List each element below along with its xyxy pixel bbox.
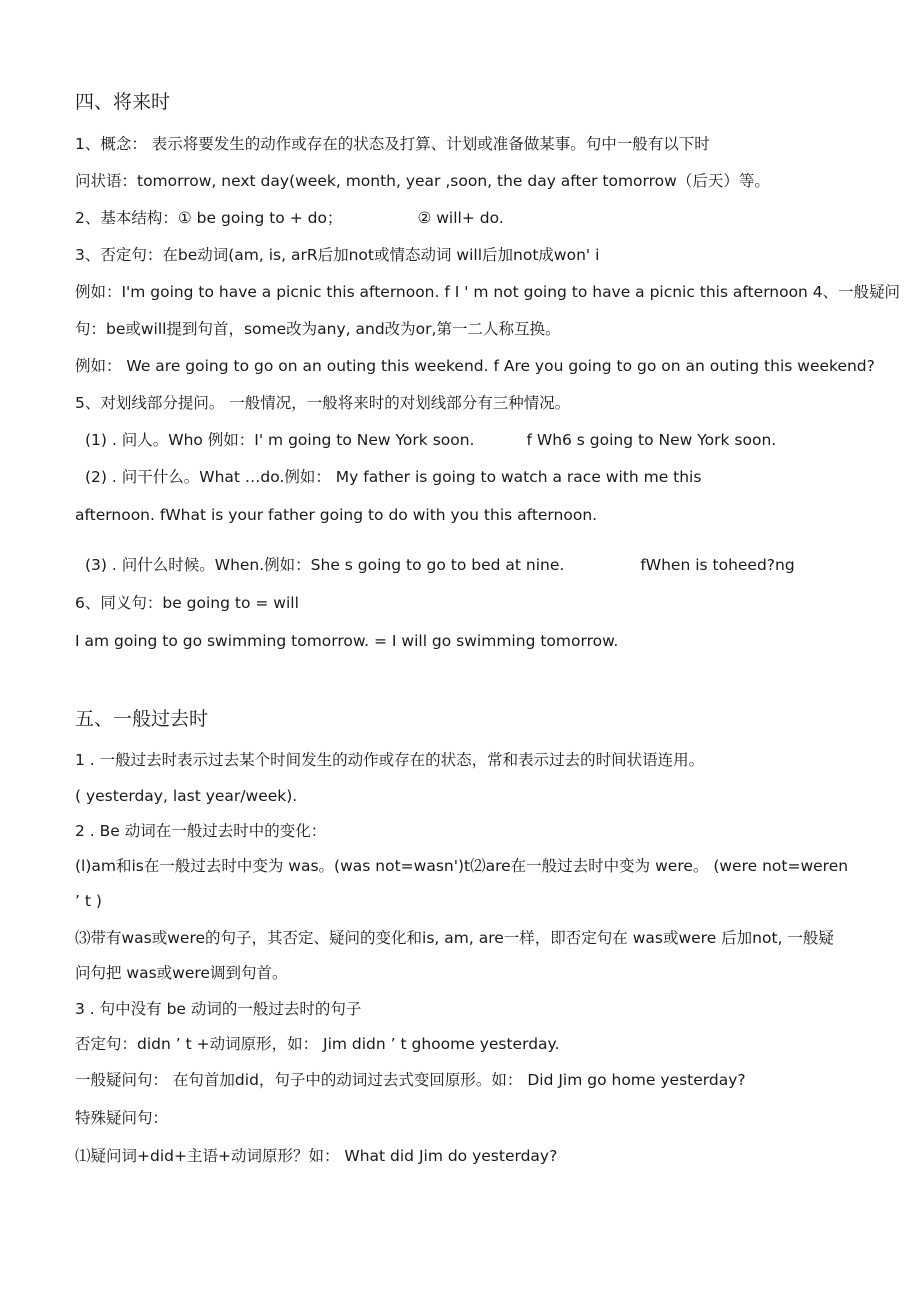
past-negative: 否定句：didn ’ t +动词原形，如： Jim didn ’ t ghoome yesterday.: [75, 1035, 560, 1053]
question-intro: 5、对划线部分提问。 一般情况，一般将来时的对划线部分有三种情况。: [75, 394, 571, 412]
example-line-3: 例如： We are going to go on an outing this weekend. f Are you going to go on an outing this weekend?: [75, 357, 875, 375]
was-were-line-1: ⑶带有was或were的句子，其否定、疑问的变化和is, am, are一样，即否定句在 was或were 后加not, 一般疑: [75, 929, 834, 947]
was-were-line-2: 问句把 was或were调到句首。: [75, 964, 288, 982]
structure-part-2: ② will+ do.: [417, 209, 504, 227]
question-what-cont: afternoon. fWhat is your father going to do with you this afternoon.: [75, 506, 598, 524]
structure-part-1: 2、基本结构：① be going to + do；: [75, 209, 343, 227]
example-line-2: 句：be或will提到句首，some改为any, and改为or,第一二人称互换。: [75, 320, 561, 338]
section-heading-future: 四、将来时: [75, 91, 171, 113]
negative-line: 3、否定句：在be动词(am, is, arR后加not或情态动词 will后加not成won' i: [75, 246, 600, 264]
question-when-b: fWhen is toheed?ng: [640, 556, 795, 574]
be-change-line-2: ’ t ): [75, 892, 102, 910]
synonym-line: 6、同义句：be going to = will: [75, 594, 299, 612]
example-line-1: 例如：I'm going to have a picnic this afternoon. f I ' m not going to have a picnic this afternoon 4、一般疑问: [75, 283, 901, 301]
structure-line: [75, 208, 504, 228]
synonym-example: I am going to go swimming tomorrow. = I will go swimming tomorrow.: [75, 632, 619, 650]
be-change: 2 . Be 动词在一般过去时中的变化：: [75, 822, 327, 840]
question-when-a: (3) . 问什么时候。When.例如：She s going to go to bed at nine.: [85, 556, 565, 574]
concept-line-1: 1、概念： 表示将要发生的动作或存在的状态及打算、计划或准备做某事。句中一般有以下时: [75, 135, 710, 153]
past-def: 1 . 一般过去时表示过去某个时间发生的动作或存在的状态，常和表示过去的时间状语连用。: [75, 751, 705, 769]
section-heading-past: 五、一般过去时: [75, 708, 209, 730]
past-def-cont: ( yesterday, last year/week).: [75, 787, 298, 805]
question-who-a: (1) . 问人。Who 例如：I' m going to New York soon.: [85, 431, 475, 449]
question-who-b: f Wh6 s going to New York soon.: [526, 431, 777, 449]
question-when: [85, 555, 795, 575]
special-question-1: ⑴疑问词+did+主语+动词原形？如： What did Jim do yesterday?: [75, 1147, 558, 1165]
concept-line-2: 问状语：tomorrow, next day(week, month, year ,soon, the day after tomorrow（后天）等。: [75, 172, 770, 190]
question-who: [85, 430, 776, 450]
no-be-heading: 3 . 句中没有 be 动词的一般过去时的句子: [75, 1000, 362, 1018]
be-change-line-1: (l)am和is在一般过去时中变为 was。(was not=wasn')t⑵are在一般过去时中变为 were。 (were not=weren: [75, 857, 849, 875]
past-question: 一般疑问句： 在句首加did，句子中的动词过去式变回原形。如： Did Jim go home yesterday?: [75, 1071, 746, 1089]
question-what: (2) . 问干什么。What …do.例如： My father is going to watch a race with me this: [85, 468, 702, 486]
special-question-heading: 特殊疑问句：: [75, 1109, 169, 1127]
